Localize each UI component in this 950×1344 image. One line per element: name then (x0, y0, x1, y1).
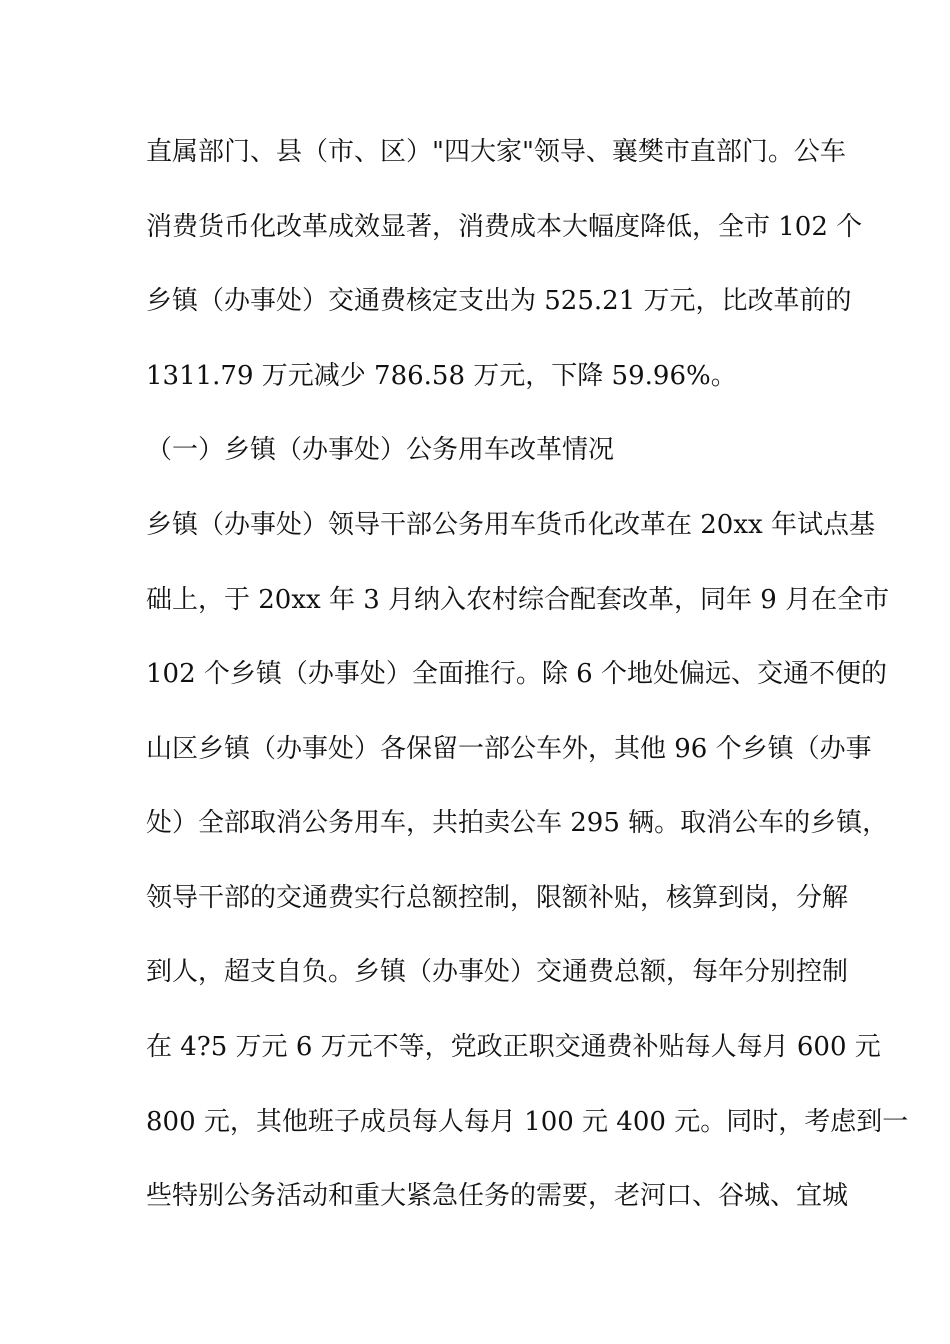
section-heading: （一）乡镇（办事处）公务用车改革情况 (146, 435, 615, 465)
body-text-line: 领导干部的交通费实行总额控制，限额补贴，核算到岗，分解 (146, 883, 849, 913)
body-text-line: 在 4?5 万元 6 万元不等，党政正职交通费补贴每人每月 600 元 (146, 1032, 881, 1062)
body-text-line: 乡镇（办事处）领导干部公务用车货币化改革在 20xx 年试点基 (146, 510, 875, 540)
body-text-line: 些特别公务活动和重大紧急任务的需要，老河口、谷城、宜城 (146, 1181, 849, 1211)
body-text-line: 乡镇（办事处）交通费核定支出为 525.21 万元，比改革前的 (146, 286, 852, 316)
body-text-line: 山区乡镇（办事处）各保留一部公车外，其他 96 个乡镇（办事 (146, 734, 872, 764)
body-text-line: 102 个乡镇（办事处）全面推行。除 6 个地处偏远、交通不便的 (146, 659, 887, 689)
body-text-line: 础上，于 20xx 年 3 月纳入农村综合配套改革，同年 9 月在全市 (146, 585, 890, 615)
body-text-line: 处）全部取消公务用车，共拍卖公车 295 辆。取消公车的乡镇， (146, 808, 889, 838)
body-text-line: 直属部门、县（市、区）"四大家"领导、襄樊市直部门。公车 (146, 137, 846, 167)
body-text-line: 800 元，其他班子成员每人每月 100 元 400 元。同时，考虑到一 (146, 1107, 909, 1137)
body-text-line: 到人，超支自负。乡镇（办事处）交通费总额，每年分别控制 (146, 957, 849, 987)
body-text-line: 1311.79 万元减少 786.58 万元，下降 59.96%。 (146, 361, 737, 391)
body-text-line: 消费货币化改革成效显著，消费成本大幅度降低，全市 102 个 (146, 212, 863, 242)
